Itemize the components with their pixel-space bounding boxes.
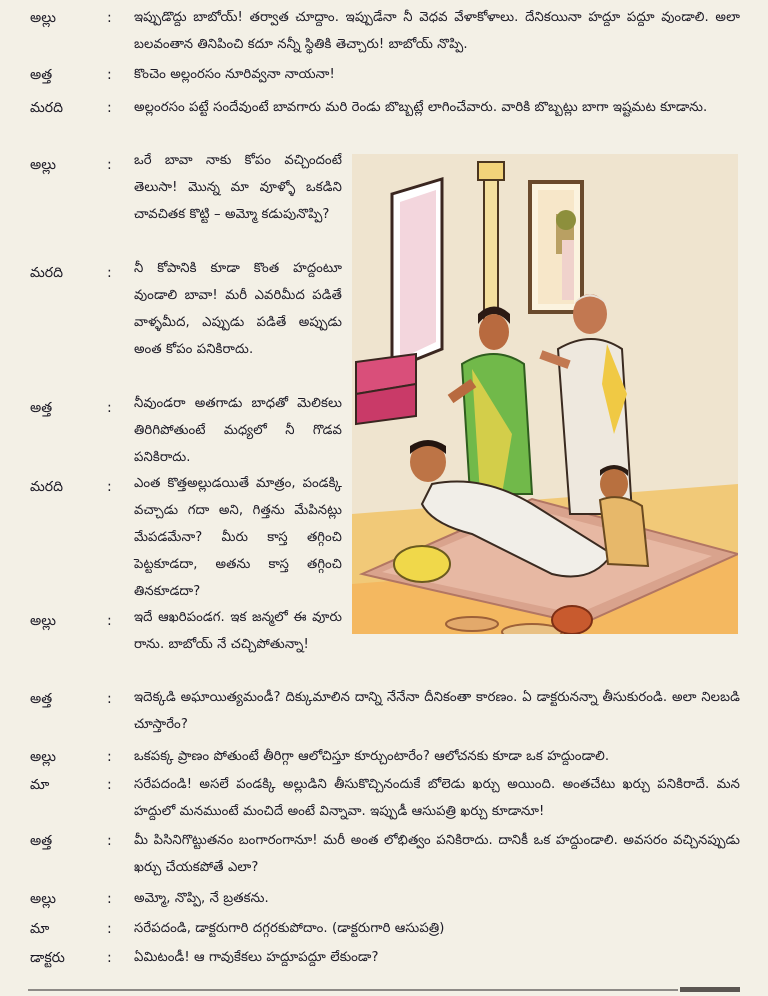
speaker-label: అల్లు xyxy=(30,157,56,173)
speaker-label: అల్లు xyxy=(30,891,56,907)
speech-text: కొంచెం అల్లంరసం నూరివ్వనా నాయనా! xyxy=(134,67,335,82)
colon-separator: : xyxy=(107,891,112,907)
speaker-label: అల్లు xyxy=(30,749,56,765)
colon-separator: : xyxy=(107,613,112,629)
speaker-label: అత్త xyxy=(30,691,53,707)
speech-text: అల్లంరసం పట్టే సందేవుంటే బావగారు మరి రెండు బొబ్బట్లే లాగించేవారు. వారికి బొబ్బట్లు బాగా ఇష్టమట కూడాను. xyxy=(134,100,708,115)
bottom-divider xyxy=(28,989,678,991)
colon-separator: : xyxy=(107,479,112,495)
speech-text: ఏమిటండీ! ఆ గావుకేకలు హద్దూపద్దూ లేకుండా? xyxy=(134,950,379,965)
colon-separator: : xyxy=(107,10,112,26)
speech-text: సరేపదండి, డాక్టరుగారి దగ్గరకుపోదాం. (డాక్టరుగారి ఆసుపత్రి) xyxy=(134,921,445,936)
speaker-label: మరది xyxy=(30,479,63,495)
colon-separator: : xyxy=(107,400,112,416)
colon-separator: : xyxy=(107,100,112,116)
colon-separator: : xyxy=(107,950,112,966)
speaker-label: మా xyxy=(30,777,50,793)
colon-separator: : xyxy=(107,691,112,707)
colon-separator: : xyxy=(107,777,112,793)
family-scene-illustration xyxy=(352,154,738,634)
speaker-label: డాక్టరు xyxy=(30,950,65,966)
speech-text: నీ కోపానికి కూడా కొంత హద్దంటూ వుండాలి బావా! మరీ ఎవరిమీద పడితే వాళ్ళమీద, ఎప్పుడు పడితే అప్పుడు అంత కోపం పనికిరాదు. xyxy=(134,261,342,357)
bottom-edge-mark xyxy=(680,987,740,992)
speech-text: సరేపదండి! అసలే పండక్కి అల్లుడిని తీసుకొచ్చినందుకే బోలెడు ఖర్చు అయింది. అంతచేటు ఖర్చు పనికిరాదే. మన హద్దులో మనముంటే మంచిదే అంటే విన్నావా. ఇప్పుడీ ఆసుపత్రి ఖర్చు కూడానూ! xyxy=(134,777,740,819)
speech-text: ఒరే బావా నాకు కోపం వచ్చిందంటే తెలుసా! మొన్న మా వూళ్ళో ఒకడిని చావచితక కొట్టి – అమ్మో కడుపునొప్పి? xyxy=(134,153,342,222)
speech-text: అమ్మో, నొప్పి, నే బ్రతకను. xyxy=(134,891,269,906)
speaker-label: అల్లు xyxy=(30,613,56,629)
speech-text: ఒకపక్క ప్రాణం పోతుంటే తీరిగ్గా ఆలోచిస్తూ కూర్చుంటారేం? ఆలోచనకు కూడా ఒక హద్దుండాలి. xyxy=(134,749,610,764)
colon-separator: : xyxy=(107,157,112,173)
speech-text: నీవుండరా అతగాడు బాధతో మెలికలు తిరిగిపోతుంటే మధ్యలో నీ గొడవ పనికిరాదు. xyxy=(134,396,342,465)
speaker-label: అత్త xyxy=(30,833,53,849)
speech-text: మీ పిసినిగొట్టుతనం బంగారంగానూ! మరీ అంత లోభిత్వం పనికిరాదు. దానికీ ఒక హద్దుండాలి. అవసరం వచ్చినప్పుడు ఖర్చు చేయకపోతే ఎలా? xyxy=(134,833,740,875)
colon-separator: : xyxy=(107,921,112,937)
speaker-label: అత్త xyxy=(30,67,53,83)
speaker-label: మరది xyxy=(30,265,63,281)
speech-text: ఇదే ఆఖరిపండగ. ఇక జన్మలో ఈ వూరు రాను. బాబోయ్ నే చచ్చిపోతున్నా! xyxy=(134,610,342,652)
colon-separator: : xyxy=(107,833,112,849)
speaker-label: అల్లు xyxy=(30,10,56,26)
speaker-label: అత్త xyxy=(30,400,53,416)
colon-separator: : xyxy=(107,265,112,281)
speaker-label: మా xyxy=(30,921,50,937)
speech-text: ఇప్పుడొద్దు బాబోయ్! తర్వాత చూద్దాం. ఇప్పుడేనా నీ వెధవ వేళాకోళాలు. దేనికయినా హద్దూ పద్దూ వుండాలి. అలా బలవంతాన తినిపించి కదూ నన్నీ స్థితికి తెచ్చారు! బాబోయ్ నొప్పి. xyxy=(134,10,740,52)
colon-separator: : xyxy=(107,749,112,765)
colon-separator: : xyxy=(107,67,112,83)
speaker-label: మరది xyxy=(30,100,63,116)
speech-text: ఎంత కొత్తఅల్లుడయితే మాత్రం, పండక్కి వచ్చాడు గదా అని, గిత్తను మేపినట్లు మేపడమేనా? మీరు కాస్త తగ్గించి పెట్టకూడదా, అతను కాస్త తగ్గించి తినకూడదా? xyxy=(134,476,342,599)
speech-text: ఇదెక్కడి అఘాయిత్యమండీ? దిక్కుమాలిన దాన్ని నేనేనా దీనికంతా కారణం. ఏ డాక్టరునన్నా తీసుకురండి. అలా నిలబడి చూస్తారేం? xyxy=(134,690,740,732)
